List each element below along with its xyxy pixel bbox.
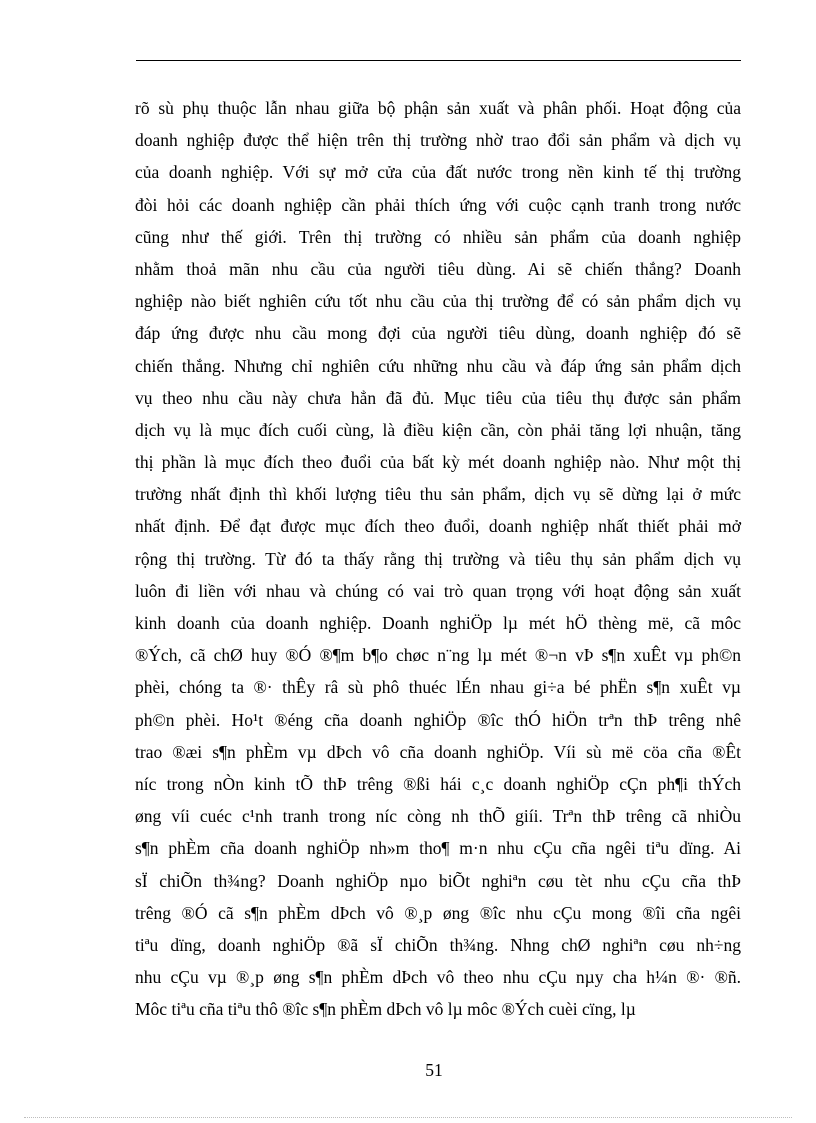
text-line: chiến thắng. Nhưng chỉ nghiên cứu những nhu cầu và đáp ứng sản phẩm dịch [135, 355, 741, 376]
text-line: doanh nghiệp được thể hiện trên thị trường nhờ trao đổi sản phẩm và dịch vụ [135, 130, 741, 151]
text-line: dịch vụ là mục đích cuối cùng, là điều kiện cần, còn phải tăng lợi nhuận, tăng [135, 419, 741, 440]
text-line: thị phần là mục đích theo đuổi của bất kỳ mét doanh nghiệp nào. Như một thị [135, 452, 741, 473]
text-line: nhu cÇu vµ ®¸p øng s¶n phÈm dÞch vô theo nhu cÇu nµy cha h¼n ®· ®ñ. [135, 967, 741, 988]
text-line: kinh doanh của doanh nghiệp. Doanh nghiÖp lµ mét hÖ thèng më, cã môc [135, 613, 741, 633]
text-line: ®Ých, cã chØ huy ®Ó ®¶m b¶o chøc n¨ng lµ mét ®¬n vÞ s¶n xuÊt vµ ph©n [135, 645, 741, 666]
header-rule [136, 60, 741, 61]
text-line: sÏ chiÕn th¾ng? Doanh nghiÖp nµo biÕt nghiªn cøu tèt nhu cÇu cña thÞ [135, 870, 741, 891]
text-line: cũng như thế giới. Trên thị trường có nhiều sản phẩm của doanh nghiệp [135, 226, 741, 247]
text-line: tiªu dïng, doanh nghiÖp ®ã sÏ chiÕn th¾ng. Nhng chØ nghiªn cøu nh÷ng [135, 934, 741, 955]
text-line: níc trong nÒn kinh tÕ thÞ trêng ®ßi hái c¸c doanh nghiÖp cÇn ph¶i thÝch [135, 773, 741, 794]
text-line: rõ sù phụ thuộc lẫn nhau giữa bộ phận sản xuất và phân phối. Hoạt động của [135, 98, 741, 118]
text-line: ph©n phèi. Ho¹t ®éng cña doanh nghiÖp ®îc thÓ hiÖn trªn thÞ trêng nhê [135, 709, 741, 730]
text-line: øng víi cuéc c¹nh tranh trong níc còng nh thÕ giíi. Trªn thÞ trêng cã nhiÒu [135, 806, 741, 827]
text-line: trường nhất định thì khối lượng tiêu thu sản phẩm, dịch vụ sẽ dừng lại ở mức [135, 484, 741, 505]
text-line: phèi, chóng ta ®· thÊy râ sù phô thuéc lÉn nhau gi÷a bé phËn s¶n xuÊt vµ [135, 677, 741, 698]
page-number: 51 [425, 1060, 443, 1080]
text-line: vụ theo nhu cầu này chưa hẳn đã đủ. Mục tiêu của tiêu thụ được sản phẩm [135, 387, 741, 408]
text-line: trêng ®Ó cã s¶n phÈm dÞch vô ®¸p øng ®îc nhu cÇu mong ®îi cña ngêi [135, 902, 741, 923]
text-line: đáp ứng được nhu cầu mong đợi của người tiêu dùng, doanh nghiệp đó sẽ [135, 323, 741, 344]
text-line: s¶n phÈm cña doanh nghiÖp nh»m tho¶ m·n nhu cÇu cña ngêi tiªu dïng. Ai [135, 838, 741, 859]
text-line: nhằm thoả mãn nhu cầu của người tiêu dùng. Ai sẽ chiến thắng? Doanh [135, 258, 741, 279]
text-line: Môc tiªu cña tiªu thô ®îc s¶n phÈm dÞch vô lµ môc ®Ých cuèi cïng, lµ [135, 999, 636, 1020]
text-line: đòi hỏi các doanh nghiệp cần phải thích ứng với cuộc cạnh tranh trong nước [135, 194, 741, 215]
text-line: nhất định. Để đạt được mục đích theo đuổi, doanh nghiệp nhất thiết phải mở [135, 516, 741, 537]
text-line: trao ®æi s¶n phÈm vµ dÞch vô cña doanh nghiÖp. Víi sù më cöa cña ®Êt [135, 741, 741, 762]
text-line: nghiệp nào biết nghiên cứu tốt nhu cầu của thị trường để có sản phẩm dịch vụ [135, 291, 741, 312]
text-line: rộng thị trường. Từ đó ta thấy rằng thị trường và tiêu thụ sản phẩm dịch vụ [135, 548, 741, 569]
text-line: của doanh nghiệp. Với sự mở cửa của đất nước trong nền kinh tế thị trường [135, 162, 741, 183]
body-text [135, 92, 741, 1025]
text-line: luôn đi liền với nhau và chúng có vai trò quan trọng với hoạt động sản xuất [135, 580, 741, 601]
page-bottom-border [24, 1117, 792, 1118]
